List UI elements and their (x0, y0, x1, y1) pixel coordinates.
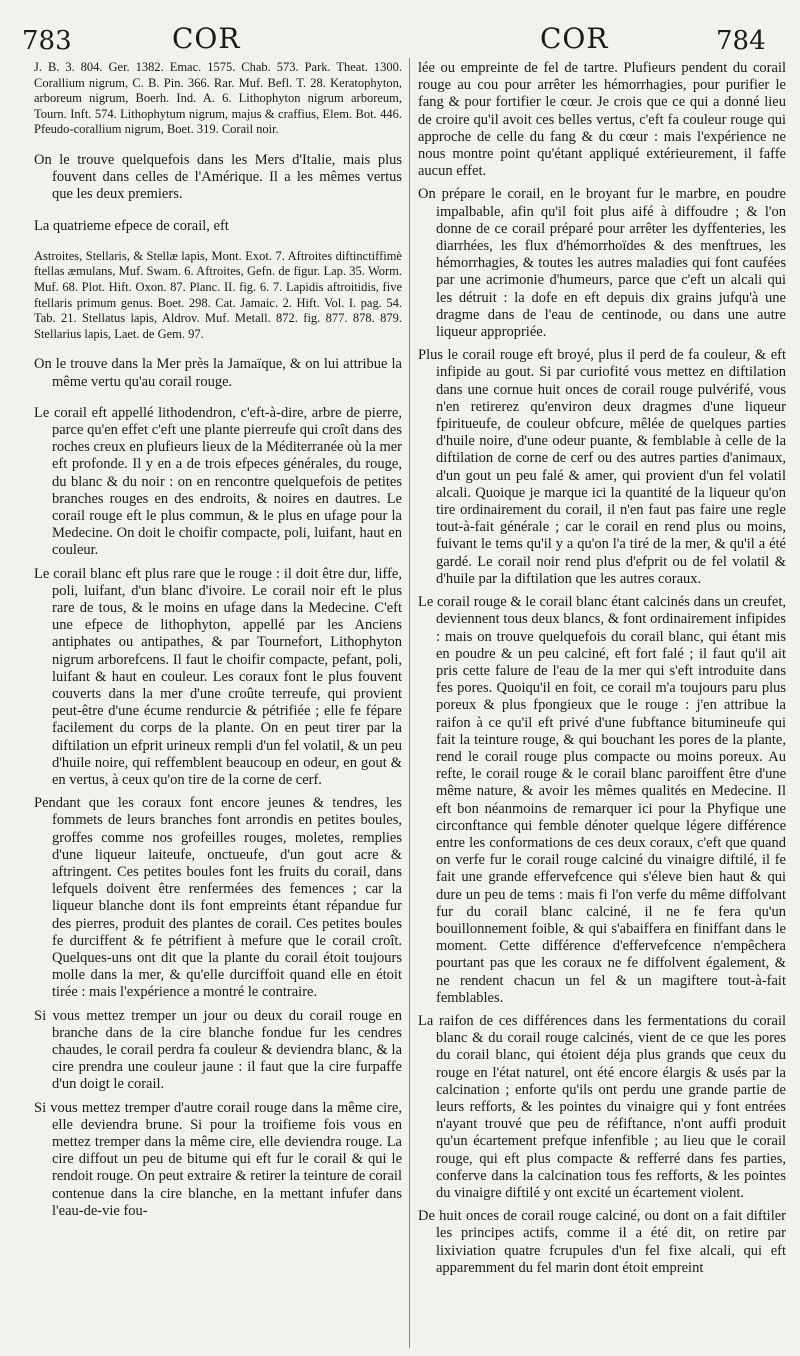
paragraph: Le corail eft appellé lithodendron, c'eft-à-dire, arbre de pierre, parce qu'en effet c'eft une plante pierreufe qui croît dans des roches creux en plufieurs lieux de la Méditerranée où la mer eft profonde. Il y en a de trois efpeces générales, du rouge, du blanc & du noir : on en rencontre quelquefois de petites branches rouges en des endroits, & noires en dautres. Le corail rouge eft le plus commun, & le plus en ufage pour la Medecine. On doit le choifir compacte, poli, luifant, haut en couleur. (34, 404, 402, 559)
paragraph: La raifon de ces différences dans les fermentations du corail blanc & du corail rouge calcinés, vient de ce que les pores du corail blanc, qui étoient déja plus grands que ceux du rouge en l'état naturel, ont été encore élargis & usés par la calcination ; enforte qu'ils ont perdu une grande partie de leurs refforts, & les pointes du vinaigre qui y font entrées n'ayant trouvé que peu de réfiftance, n'ont auffi produit qu'un écartement prefque infenfible ; au lieu que le corail rouge, qui eft plus compacte & refferré dans fes parties, conferve dans la calcination tous fes refforts, & les pointes du vinaigre diftilé y ont excité un écartement violent. (418, 1012, 786, 1201)
paragraph: Le corail blanc eft plus rare que le rouge : il doit être dur, liffe, poli, luifant, d'un blanc d'ivoire. Le corail noir eft le plus rare de tous, & le moins en ufage dans la Medecine. C'eft une efpece de lithophyton, appellé par les Anciens antiphates ou antipathes, & par Tournefort, Lithophyton nigrum arborefcens. Il faut le choifir compacte, pefant, poli, luifant & haut en couleur. Les coraux font le plus fouvent couverts dans la mer d'une croûte terreufe, qui provient peut-être d'une écume rendurcie & pétrifiée ; elle fe fépare facilement du corps de la plante. On en peut tirer par la diftilation un efprit urineux rempli d'un fel volatil, & un peu d'huile noire, qui reffemblent beaucoup en odeur, en gout & en vertus, à ceux qu'on tire de la corne de cerf. (34, 565, 402, 789)
right-running-title: COR (540, 22, 609, 55)
paragraph: Si vous mettez tremper un jour ou deux du corail rouge en branche dans de la cire blanche fondue fur les cendres chaudes, le corail perdra fa couleur & deviendra blanc, & la cire prendra une couleur jaune : il faut que la cire furpaffe d'un doigt le corail. (34, 1007, 402, 1093)
paragraph: On le trouve dans la Mer près la Jamaïque, & on lui attribue la même vertu qu'au corail rouge. (34, 356, 402, 390)
paragraph: Le corail rouge & le corail blanc étant calcinés dans un creufet, deviennent tous deux blancs, & font ordinairement infipides : mais on trouve quelquefois du corail blanc, qui étant mis en poudre & un peu calciné, eft fort falé ; il faut qu'il ait pris cette falure de l'eau de la mer qui s'eft introduite dans fes pores. Quoiqu'il en foit, ce corail m'a toujours paru plus poreux & plus fpongieux que le rouge : j'en attribue la raifon à ce qu'il eft privé d'une fubftance bitumineufe qui fait la teinture rouge, & qui bouchant les pores de la plante, rend le corail rouge plus compacte ou moins poreux. Au refte, le corail rouge & le corail blanc paroiffent être d'une même nature, & avoir les mêmes qualités en Medecine. Il eft bon néanmoins de remarquer ici pour la Phyfique une circonftance qui femble dénoter quelque légere différence entre les conformations de ces deux coraux, c'eft que quand on verfe fur le corail rouge calciné du vinaigre diftilé, il fe fait une grande effervefcence qui s'éleve bien haut & qui dure un peu de tems : mais fi l'on verfe du même diffolvant fur du corail blanc calciné, il ne fe fera qu'un bouillonnement foible, & qui s'abaiffera en finiffant dans le moment. Cette différence d'effervefcence n'empêchera pourtant pas que les coraux ne fe diffolvent également, & ne rendent chacun un fel & un magiftere tout-à-fait femblables. (418, 594, 786, 1006)
left-running-title: COR (172, 22, 241, 55)
paragraph: La quatrieme efpece de corail, eft (34, 217, 229, 234)
paragraph: Pendant que les coraux font encore jeunes & tendres, les fommets de leurs branches font arrondis en petites boules, groffes comme nos grofeilles rouges, moletes, remplies d'une liqueur laiteufe, onctueufe, d'un gout acre & aftringent. Ces petites boules font les fruits du corail, dans lefquels doivent être renfermées des femences ; car la liqueur blanche dont ils font empreints étant répandue fur des pierres, produit des plantes de corail. Ces petites boules fe durciffent & fe pétrifient à mefure que le corail croît. Quelques-uns ont dit que la plante du corail étoit toujours molle dans la mer, & qu'elle durciffoit quand elle en étoit tirée : mais l'expérience a montré le contraire. (34, 795, 402, 1001)
right-column (418, 60, 786, 1283)
left-page-number: 783 (22, 26, 72, 56)
paragraph: On prépare le corail, en le broyant fur le marbre, en poudre impalbable, afin qu'il foit plus aifé à diffoudre ; & l'on donne de ce corail préparé pour arrêter les dyffenteries, les diarrhées, les flux d'hémorrhoïdes & des menftrues, les hémorrhagies, & toutes les autres maladies qui font caufées par une acrimonie d'humeurs, parce que c'eft un alcali qui les détruit : la dofe en eft depuis dix grains jufqu'à une dragme dans de l'eau de centinode, ou dans une autre liqueur appropriée. (418, 186, 786, 341)
column-divider (409, 58, 410, 1348)
paragraph: Plus le corail rouge eft broyé, plus il perd de fa couleur, & eft infipide au gout. Si par curiofité vous mettez en diftilation dans une cornue huit onces de corail rouge pulvérifé, vous n'en retirerez qu'environ deux dragmes d'une liqueur fpiritueufe, de couleur obfcure, mêlée de quelques parties d'huile noire, d'une odeur puante, & femblable à celle de la diftilation de corne de cerf ou des autres parties d'animaux, d'un gout un peu falé & amer, qui provient d'un fel volatil alcali. Quoique je marque ici la quantité de la liqueur qu'on tire ordinairement du corail, il n'en faut pas faire une regle tout-à-fait générale ; car le corail en rend plus ou moins, fuivant le tems qu'il y a qu'on l'a tiré de la mer, & qu'il a été gardé. Le corail noir rend plus d'efprit ou de fel volatil & d'huile par la diftilation que les autres coraux. (418, 347, 786, 587)
left-column (34, 60, 402, 1226)
paragraph: De huit onces de corail rouge calciné, ou dont on a fait diftiler les principes actifs, comme il a été dit, on retire par lixiviation quatre fcrupules d'un fel fixe alcali, qui eft apparemment du fel marin dont étoit empreint (418, 1208, 786, 1276)
paragraph: Si vous mettez tremper d'autre corail rouge dans la même cire, elle deviendra brune. Si pour la troifieme fois vous en mettez tremper dans la même cire, elle deviendra rouge. La cire diffout un peu de bitume qui eft fur le corail & qui le rendoit rouge. On peut extraire & retirer la teinture de corail contenue dans la cire blanche, en la mettant infufer dans l'eau-de-vie fou- (34, 1099, 402, 1219)
paragraph: On le trouve quelquefois dans les Mers d'Italie, mais plus fouvent dans celles de l'Amérique. Il a les mêmes vertus que les deux premiers. (34, 151, 402, 203)
synonymy-block: Astroites, Stellaris, & Stellæ lapis, Mont. Exot. 7. Aftroites diftinctiffimè ftellas æmulans, Muf. Swam. 6. Aftroites, Gefn. de figur. Lap. 35. Worm. Muf. 68. Plot. Hift. Oxon. 87. Planc. II. fig. 6. 7. Lapidis aftroitidis, five ftellaris primum genus. Boet. 298. Cat. Jamaic. 2. Hift. Vol. I. pag. 54. Tab. 21. Stellatus lapis, Aldrov. Muf. Metall. 872. fig. 877. 878. 879. Stellarius lapis, Laet. de Gem. 97. (34, 248, 402, 341)
right-page-number: 784 (716, 26, 766, 56)
paragraph: lée ou empreinte de fel de tartre. Plufieurs pendent du corail rouge au cou pour arrêter les hémorrhagies, pour purifier le fang & pour fortifier le cœur. Je crois que ce qui a donné lieu de croire qu'il avoit ces belles vertus, c'eft fa couleur rouge qui approche de celle du fang & du cœur : mais l'expérience ne nous montre point qu'étant appliqué extérieurement, il faffe aucun effet. (418, 60, 786, 180)
synonymy-block: J. B. 3. 804. Ger. 1382. Emac. 1575. Chab. 573. Park. Theat. 1300. Corallium nigrum, C. B. Pin. 366. Rar. Muf. Befl. T. 28. Keratophyton, arboreum nigrum, Boerh. Ind. A. 6. Lithophyton nigrum arboreum, Tourn. Inft. 574. Lithophytum nigrum, majus & craffius, Elem. Bot. 446. Pfeudo-corallium nigrum, Boet. 319. Corail noir. (34, 60, 402, 137)
